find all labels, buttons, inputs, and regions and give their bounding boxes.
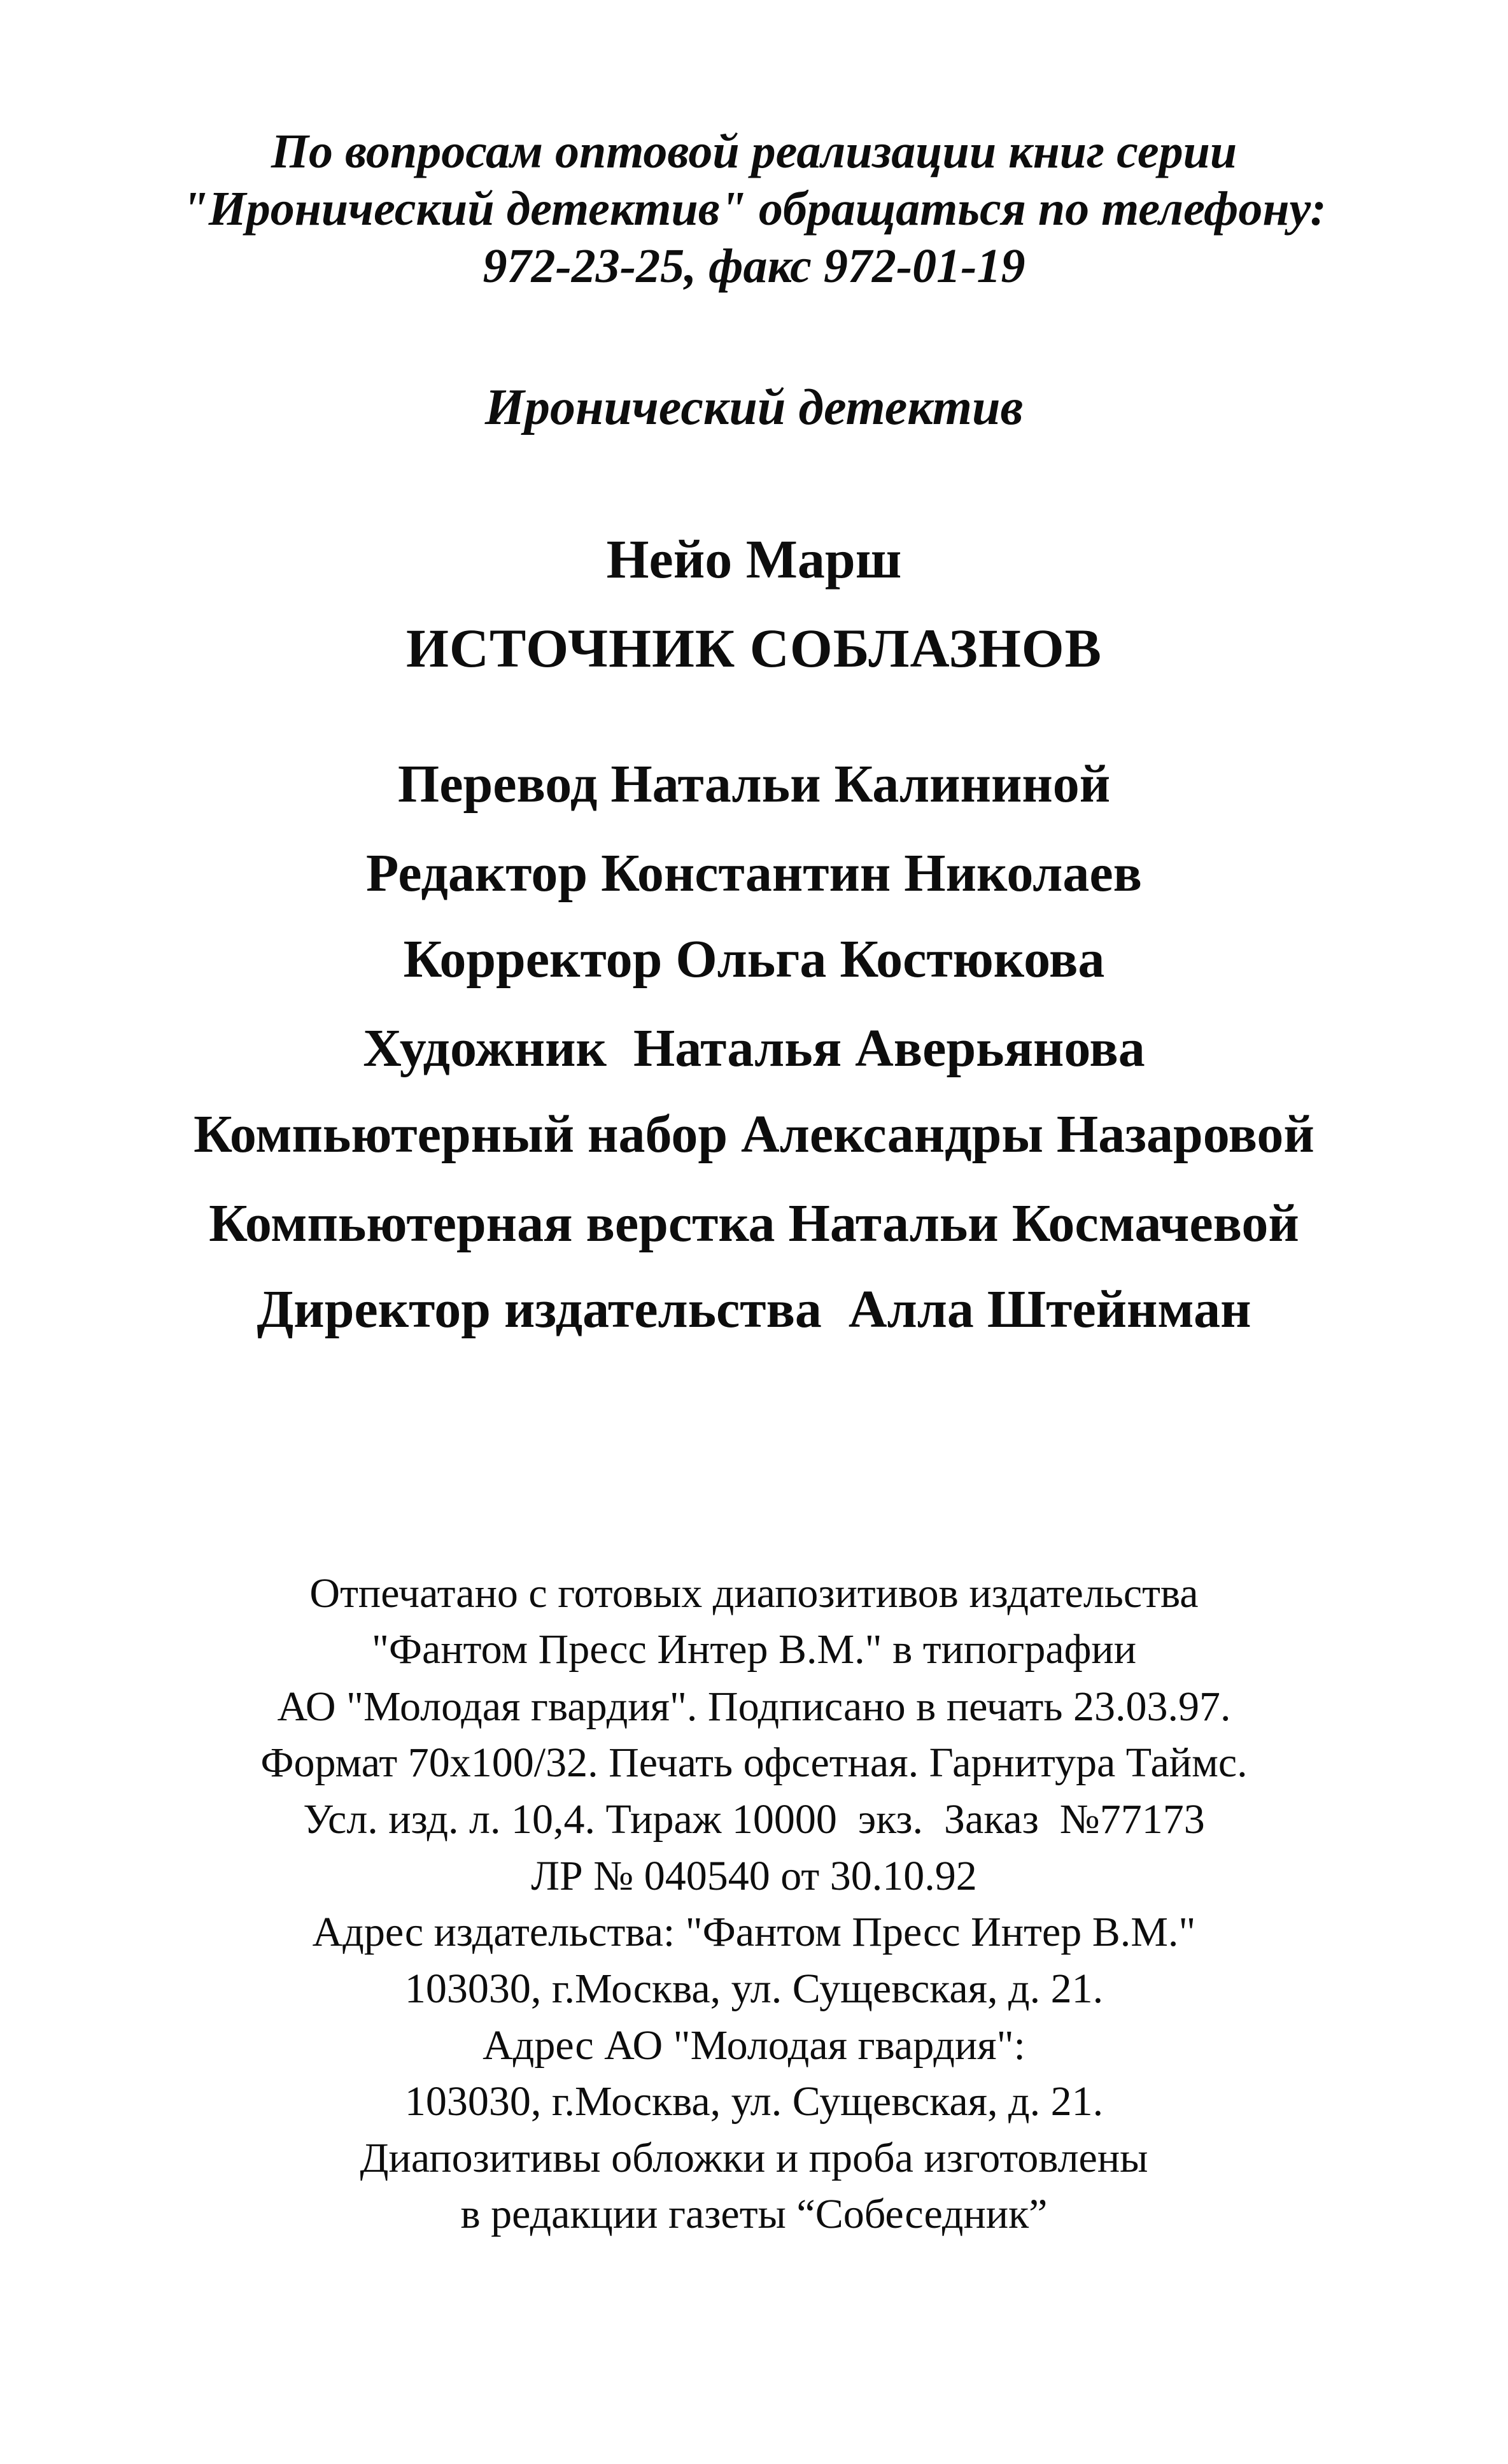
imprint-line: Адрес АО "Молодая гвардия": [483,2022,1025,2069]
book-title: ИСТОЧНИК СОБЛАЗНОВ [405,618,1103,679]
credit-director: Директор издательства Алла Штейнман [257,1280,1251,1339]
imprint-line: Формат 70x100/32. Печать офсетная. Гарнитура Таймс. [260,1739,1248,1786]
credit-translator: Перевод Натальи Калининой [397,754,1111,814]
credit-layout: Компьютерная верстка Натальи Космачевой [209,1194,1299,1253]
wholesale-notice-line-2: "Иронический детектив" обращаться по телефону: [181,182,1327,236]
imprint-line: 103030, г.Москва, ул. Сущевская, д. 21. [404,1965,1104,2012]
imprint-line: "Фантом Пресс Интер В.М." в типографии [371,1626,1137,1673]
imprint-line: Отпечатано с готовых диапозитивов издательства [309,1570,1199,1617]
imprint-line: Диапозитивы обложки и проба изготовлены [360,2135,1148,2181]
imprint-line: Усл. изд. л. 10,4. Тираж 10000 экз. Заказ №77173 [303,1796,1205,1843]
credit-artist: Художник Наталья Аверьянова [363,1019,1145,1078]
wholesale-notice-line-3: 972-23-25, факс 972-01-19 [483,239,1025,293]
series-name: Иронический детектив [484,379,1024,435]
credit-proofreader: Корректор Ольга Костюкова [403,930,1105,989]
author-name: Нейо Марш [606,528,902,590]
imprint-line: АО "Молодая гвардия". Подписано в печать 23.03.97. [277,1683,1231,1730]
imprint-line: в редакции газеты “Собеседник” [460,2191,1048,2237]
wholesale-notice-line-1: По вопросам оптовой реализации книг серии [271,125,1237,178]
imprint-line: Адрес издательства: "Фантом Пресс Интер В.М." [312,1909,1196,1955]
imprint-line: ЛР № 040540 от 30.10.92 [531,1853,977,1899]
credit-editor: Редактор Константин Николаев [366,844,1142,903]
credit-typesetting: Компьютерный набор Александры Назаровой [194,1105,1314,1164]
imprint-line: 103030, г.Москва, ул. Сущевская, д. 21. [404,2078,1104,2125]
